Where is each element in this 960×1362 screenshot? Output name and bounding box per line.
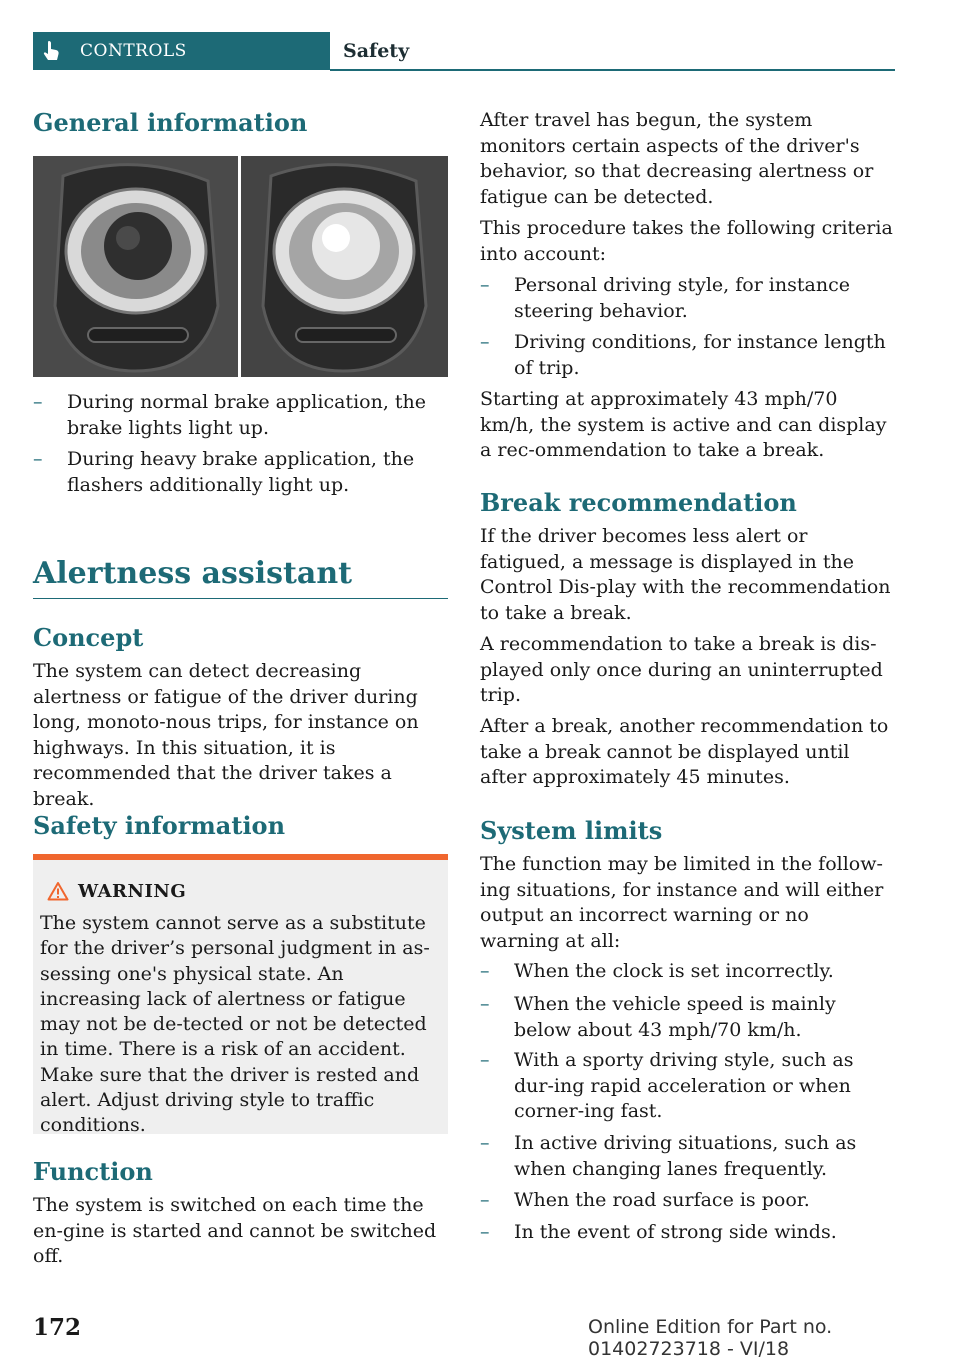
list-item: – When the vehicle speed is mainly below about 43 mph/70 km/h. xyxy=(480,993,836,1041)
warning-bar xyxy=(33,854,448,860)
list-item: – During normal brake application, the brake lights light up. xyxy=(33,391,427,439)
break-paragraph-2: A recommendation to take a break is dis-played only once during an uninterrupted trip. xyxy=(480,633,883,706)
heading-concept: Concept xyxy=(33,623,144,652)
intro-paragraph: After travel has begun, the system monitors certain aspects of the driver's behavior, so that decreasing alertness or fatigue can be detected. xyxy=(480,109,874,208)
warning-triangle-icon xyxy=(47,881,69,901)
limits-paragraph: The function may be limited in the follow-ing situations, for instance and will either output an incorrect warning or no warning at all: xyxy=(480,853,884,952)
brake-lights-illustration xyxy=(33,156,448,377)
page-header xyxy=(33,32,895,71)
break-paragraph-1: If the driver becomes less alert or fatigued, a message is displayed in the Control Dis-play with the recommendation to take a break. xyxy=(480,525,891,624)
function-paragraph: The system is switched on each time the en-gine is started and cannot be switched off. xyxy=(33,1194,437,1267)
section-label: CONTROLS xyxy=(80,41,187,61)
warning-title: WARNING xyxy=(78,881,187,902)
heading-function: Function xyxy=(33,1157,153,1186)
list-dash: – xyxy=(480,274,490,296)
concept-paragraph: The system can detect decreasing alertness or fatigue of the driver during long, monoto-nous trips, for instance on highways. In this situation, it is recommended that the driver takes a break. xyxy=(33,660,419,810)
list-dash: – xyxy=(480,960,490,982)
list-dash: – xyxy=(480,993,490,1015)
list-item: – In the event of strong side winds. xyxy=(480,1220,894,1246)
list-dash: – xyxy=(33,448,43,470)
heading-safety-information: Safety information xyxy=(33,811,286,840)
list-item: – Personal driving style, for instance steering behavior. xyxy=(480,274,850,322)
active-paragraph: Starting at approximately 43 mph/70 km/h, the system is active and can display a rec-ommendation to take a break. xyxy=(480,388,887,461)
warning-box xyxy=(33,854,448,1137)
warning-text: The system cannot serve as a substitute for the driver’s personal judgment in as-sessing one's physical state. An increasing lack of alertness or fatigue may not be de-tected or not be detected in time. There is a risk of an accident. Make sure that the driver is rested and alert. Adjust driving style to traffic conditions. xyxy=(40,912,430,1137)
section-rule xyxy=(33,598,448,599)
list-dash: – xyxy=(480,1049,490,1071)
break-paragraph-3: After a break, another recommendation to take a break cannot be displayed until after approximately 45 minutes. xyxy=(480,715,889,788)
list-dash: – xyxy=(480,1221,490,1243)
list-item: – Driving conditions, for instance length of trip. xyxy=(480,331,886,379)
list-dash: – xyxy=(480,1132,490,1154)
heading-break-recommendation: Break recommendation xyxy=(480,488,797,517)
list-dash: – xyxy=(480,1189,490,1211)
page-title: Safety xyxy=(343,40,410,62)
list-item: – When the clock is set incorrectly. xyxy=(480,959,894,985)
heading-system-limits: System limits xyxy=(480,816,663,845)
page-number: 172 xyxy=(33,1314,82,1341)
list-item: – In active driving situations, such as when changing lanes frequently. xyxy=(480,1132,857,1180)
section-tab xyxy=(33,32,330,70)
hand-pointer-icon xyxy=(43,40,61,62)
header-rule xyxy=(330,69,895,71)
list-item: – With a sporty driving style, such as dur-ing rapid acceleration or when corner-ing fast. xyxy=(480,1049,854,1122)
list-item: – When the road surface is poor. xyxy=(480,1188,894,1214)
heading-general-information: General information xyxy=(33,108,308,137)
edition-footer: Online Edition for Part no. 01402723718 - VI/18 xyxy=(588,1316,833,1360)
list-dash: – xyxy=(480,331,490,353)
list-item: – During heavy brake application, the flashers additionally light up. xyxy=(33,448,415,496)
criteria-paragraph: This procedure takes the following criteria into account: xyxy=(480,217,893,265)
brake-lights-photo xyxy=(33,156,448,377)
heading-alertness-assistant: Alertness assistant xyxy=(33,556,353,591)
list-dash: – xyxy=(33,391,43,413)
